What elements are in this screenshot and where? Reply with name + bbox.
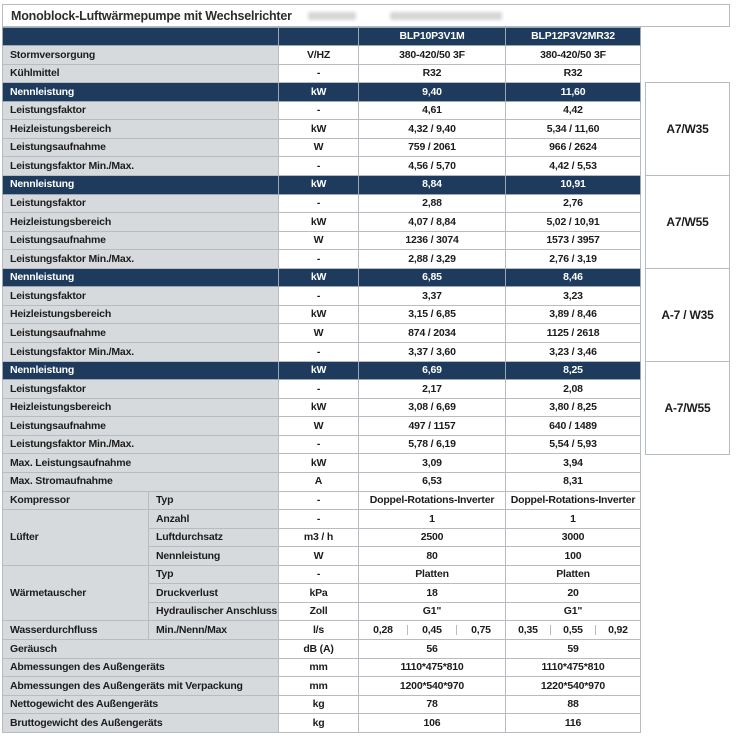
row-sublabel: Anzahl (149, 510, 279, 529)
condition-label: A7/W35 (666, 122, 709, 136)
row-unit: W (279, 231, 359, 250)
row-unit: kW (279, 398, 359, 417)
row-value: 8,31 (506, 472, 641, 491)
spec-table (2, 27, 641, 733)
row-value: 3,23 (506, 287, 641, 306)
row-label: Heizleistungsbereich (3, 305, 279, 324)
row-value: 11,60 (506, 83, 641, 102)
row-unit: - (279, 157, 359, 176)
row-unit: - (279, 194, 359, 213)
row-label: Abmessungen des Außengeräts mit Verpackung (3, 677, 279, 696)
row-value: 8,46 (506, 268, 641, 287)
row-value: 116 (506, 714, 641, 733)
table-row (3, 658, 641, 677)
row-value: 10,91 (506, 175, 641, 194)
row-label: Heizleistungsbereich (3, 398, 279, 417)
table-row (3, 324, 641, 343)
row-value: 2,76 (506, 194, 641, 213)
row-value: R32 (359, 64, 506, 83)
condition-label-box (645, 268, 730, 362)
table-row (3, 417, 641, 436)
redacted-text (390, 12, 502, 20)
row-label: Leistungsfaktor Min./Max. (3, 343, 279, 362)
table-row (3, 695, 641, 714)
table-row (3, 250, 641, 269)
row-value: 5,78 / 6,19 (359, 435, 506, 454)
row-unit: W (279, 324, 359, 343)
model-column-header-2: BLP12P3V2MR32 (506, 28, 641, 46)
table-row (3, 621, 641, 640)
row-value: 4,56 / 5,70 (359, 157, 506, 176)
table-row (3, 213, 641, 232)
row-unit: W (279, 417, 359, 436)
row-unit: V/HZ (279, 46, 359, 65)
table-row (3, 435, 641, 454)
row-value: 380-420/50 3F (506, 46, 641, 65)
row-label: Leistungsfaktor Min./Max. (3, 250, 279, 269)
row-value: 88 (506, 695, 641, 714)
row-value: 3,08 / 6,69 (359, 398, 506, 417)
row-label: Nennleistung (3, 361, 279, 380)
table-row (3, 268, 641, 287)
row-value: 5,02 / 10,91 (506, 213, 641, 232)
row-unit: - (279, 510, 359, 529)
row-value: 2,88 / 3,29 (359, 250, 506, 269)
row-label: Leistungsfaktor (3, 101, 279, 120)
row-subvalue: 0,45 (407, 625, 456, 636)
row-value: 2,88 (359, 194, 506, 213)
table-row (3, 157, 641, 176)
table-row (3, 305, 641, 324)
row-value: G1" (506, 602, 641, 621)
condition-label-box (645, 361, 730, 455)
table-row (3, 343, 641, 362)
row-unit: - (279, 343, 359, 362)
row-label: Leistungsaufnahme (3, 138, 279, 157)
row-value: Doppel-Rotations-Inverter (506, 491, 641, 510)
row-label: Stormversorgung (3, 46, 279, 65)
row-value: 640 / 1489 (506, 417, 641, 436)
row-value: 1 (359, 510, 506, 529)
table-row (3, 138, 641, 157)
row-unit: - (279, 250, 359, 269)
row-value: 1 (506, 510, 641, 529)
row-value: 4,42 / 5,53 (506, 157, 641, 176)
row-label: Leistungsfaktor Min./Max. (3, 157, 279, 176)
row-unit: kW (279, 454, 359, 473)
table-row (3, 640, 641, 659)
row-unit: mm (279, 658, 359, 677)
row-value: 759 / 2061 (359, 138, 506, 157)
row-value: 100 (506, 547, 641, 566)
row-label: Max. Leistungsaufnahme (3, 454, 279, 473)
row-value: 6,85 (359, 268, 506, 287)
row-label: Leistungsaufnahme (3, 324, 279, 343)
row-unit: W (279, 138, 359, 157)
table-row (3, 175, 641, 194)
row-label: Heizleistungsbereich (3, 120, 279, 139)
row-value: 5,34 / 11,60 (506, 120, 641, 139)
table-row (3, 83, 641, 102)
condition-label: A-7/W55 (664, 401, 711, 415)
row-unit: kW (279, 305, 359, 324)
row-subvalue: 0,35 (518, 623, 538, 636)
row-label: Wärmetauscher (3, 565, 149, 621)
row-unit: kW (279, 361, 359, 380)
row-label: Leistungsaufnahme (3, 417, 279, 436)
row-label: Heizleistungsbereich (3, 213, 279, 232)
row-label: Leistungsfaktor (3, 194, 279, 213)
row-value: G1" (359, 602, 506, 621)
table-row (3, 361, 641, 380)
table-header-row (3, 28, 641, 46)
row-label: Max. Stromaufnahme (3, 472, 279, 491)
row-sublabel: Typ (149, 565, 279, 584)
row-value: R32 (506, 64, 641, 83)
row-unit: W (279, 547, 359, 566)
row-value: 1125 / 2618 (506, 324, 641, 343)
row-value: 2,76 / 3,19 (506, 250, 641, 269)
row-unit: - (279, 435, 359, 454)
row-unit: kg (279, 695, 359, 714)
row-unit: m3 / h (279, 528, 359, 547)
row-value: 2,17 (359, 380, 506, 399)
row-value: 874 / 2034 (359, 324, 506, 343)
row-value: 4,07 / 8,84 (359, 213, 506, 232)
row-subvalues (359, 625, 505, 636)
row-unit: kW (279, 213, 359, 232)
row-sublabel: Nennleistung (149, 547, 279, 566)
table-row (3, 714, 641, 733)
row-value: 497 / 1157 (359, 417, 506, 436)
row-unit: - (279, 101, 359, 120)
row-subvalue: 0,75 (456, 625, 505, 636)
table-row (3, 46, 641, 65)
row-label: Nettogewicht des Außengeräts (3, 695, 279, 714)
row-unit: kW (279, 83, 359, 102)
row-label: Leistungsfaktor (3, 380, 279, 399)
row-value: 3,09 (359, 454, 506, 473)
row-unit: - (279, 491, 359, 510)
row-value (359, 621, 506, 640)
row-value: 3,37 / 3,60 (359, 343, 506, 362)
row-value: 3000 (506, 528, 641, 547)
row-sublabel: Min./Nenn/Max (149, 621, 279, 640)
row-value: Platten (359, 565, 506, 584)
row-unit: - (279, 380, 359, 399)
row-value: 380-420/50 3F (359, 46, 506, 65)
row-unit: A (279, 472, 359, 491)
row-value: 9,40 (359, 83, 506, 102)
row-value: 80 (359, 547, 506, 566)
row-value: 2,08 (506, 380, 641, 399)
row-label: Bruttogewicht des Außengeräts (3, 714, 279, 733)
row-unit: kW (279, 268, 359, 287)
row-value (506, 621, 641, 640)
condition-label: A7/W55 (666, 215, 709, 229)
row-value: 3,80 / 8,25 (506, 398, 641, 417)
row-value: 8,25 (506, 361, 641, 380)
row-value: 1110*475*810 (506, 658, 641, 677)
row-value: 4,42 (506, 101, 641, 120)
row-unit: - (279, 565, 359, 584)
row-value: 4,61 (359, 101, 506, 120)
row-value: 78 (359, 695, 506, 714)
row-value: 3,15 / 6,85 (359, 305, 506, 324)
row-subvalues (506, 625, 640, 636)
row-value: 2500 (359, 528, 506, 547)
row-label: Abmessungen des Außengeräts (3, 658, 279, 677)
row-unit: mm (279, 677, 359, 696)
row-label: Leistungsfaktor Min./Max. (3, 435, 279, 454)
row-value: 1220*540*970 (506, 677, 641, 696)
table-row (3, 565, 641, 584)
row-subvalue: 0,55 (550, 625, 595, 636)
row-label: Lüfter (3, 510, 149, 566)
row-value: Platten (506, 565, 641, 584)
row-value: 3,94 (506, 454, 641, 473)
row-value: 20 (506, 584, 641, 603)
redacted-text (308, 12, 356, 20)
row-label: Nennleistung (3, 175, 279, 194)
row-label: Nennleistung (3, 268, 279, 287)
table-row (3, 120, 641, 139)
row-value: 1573 / 3957 (506, 231, 641, 250)
table-row (3, 64, 641, 83)
label-column-header (3, 28, 279, 46)
condition-label-box (645, 175, 730, 269)
table-row (3, 194, 641, 213)
row-unit: dB (A) (279, 640, 359, 659)
condition-label: A-7 / W35 (661, 308, 714, 322)
table-row (3, 231, 641, 250)
row-value: 106 (359, 714, 506, 733)
row-label: Leistungsfaktor (3, 287, 279, 306)
row-unit: kW (279, 175, 359, 194)
table-row (3, 491, 641, 510)
table-row (3, 472, 641, 491)
row-value: 6,53 (359, 472, 506, 491)
row-unit: Zoll (279, 602, 359, 621)
table-row (3, 287, 641, 306)
row-subvalue: 0,28 (373, 623, 393, 636)
row-label: Geräusch (3, 640, 279, 659)
row-unit: - (279, 64, 359, 83)
row-unit: kg (279, 714, 359, 733)
row-value: 3,89 / 8,46 (506, 305, 641, 324)
page-title: Monoblock-Luftwärmepumpe mit Wechselrichter (11, 8, 292, 23)
row-value: 1200*540*970 (359, 677, 506, 696)
condition-label-box (645, 82, 730, 176)
row-value: 1236 / 3074 (359, 231, 506, 250)
unit-column-header (279, 28, 359, 46)
row-sublabel: Hydraulischer Anschluss (149, 602, 279, 621)
table-row (3, 380, 641, 399)
table-row (3, 454, 641, 473)
row-unit: - (279, 287, 359, 306)
row-label: Kompressor (3, 491, 149, 510)
row-label: Wasserdurchfluss (3, 621, 149, 640)
row-value: 966 / 2624 (506, 138, 641, 157)
model-column-header-1: BLP10P3V1M (359, 28, 506, 46)
row-value: 3,37 (359, 287, 506, 306)
row-sublabel: Druckverlust (149, 584, 279, 603)
row-value: 5,54 / 5,93 (506, 435, 641, 454)
row-value: 8,84 (359, 175, 506, 194)
row-unit: kW (279, 120, 359, 139)
row-sublabel: Luftdurchsatz (149, 528, 279, 547)
row-subvalue: 0,92 (595, 625, 640, 636)
row-value: 6,69 (359, 361, 506, 380)
table-row (3, 101, 641, 120)
row-value: Doppel-Rotations-Inverter (359, 491, 506, 510)
row-value: 59 (506, 640, 641, 659)
row-value: 1110*475*810 (359, 658, 506, 677)
row-value: 4,32 / 9,40 (359, 120, 506, 139)
row-label: Leistungsaufnahme (3, 231, 279, 250)
row-unit: kPa (279, 584, 359, 603)
table-row (3, 398, 641, 417)
row-value: 18 (359, 584, 506, 603)
table-row (3, 510, 641, 529)
row-label: Nennleistung (3, 83, 279, 102)
row-sublabel: Typ (149, 491, 279, 510)
row-unit: l/s (279, 621, 359, 640)
spec-table-body (3, 46, 641, 733)
row-value: 3,23 / 3,46 (506, 343, 641, 362)
row-label: Kühlmittel (3, 64, 279, 83)
title-bar (2, 4, 730, 27)
row-value: 56 (359, 640, 506, 659)
table-row (3, 677, 641, 696)
